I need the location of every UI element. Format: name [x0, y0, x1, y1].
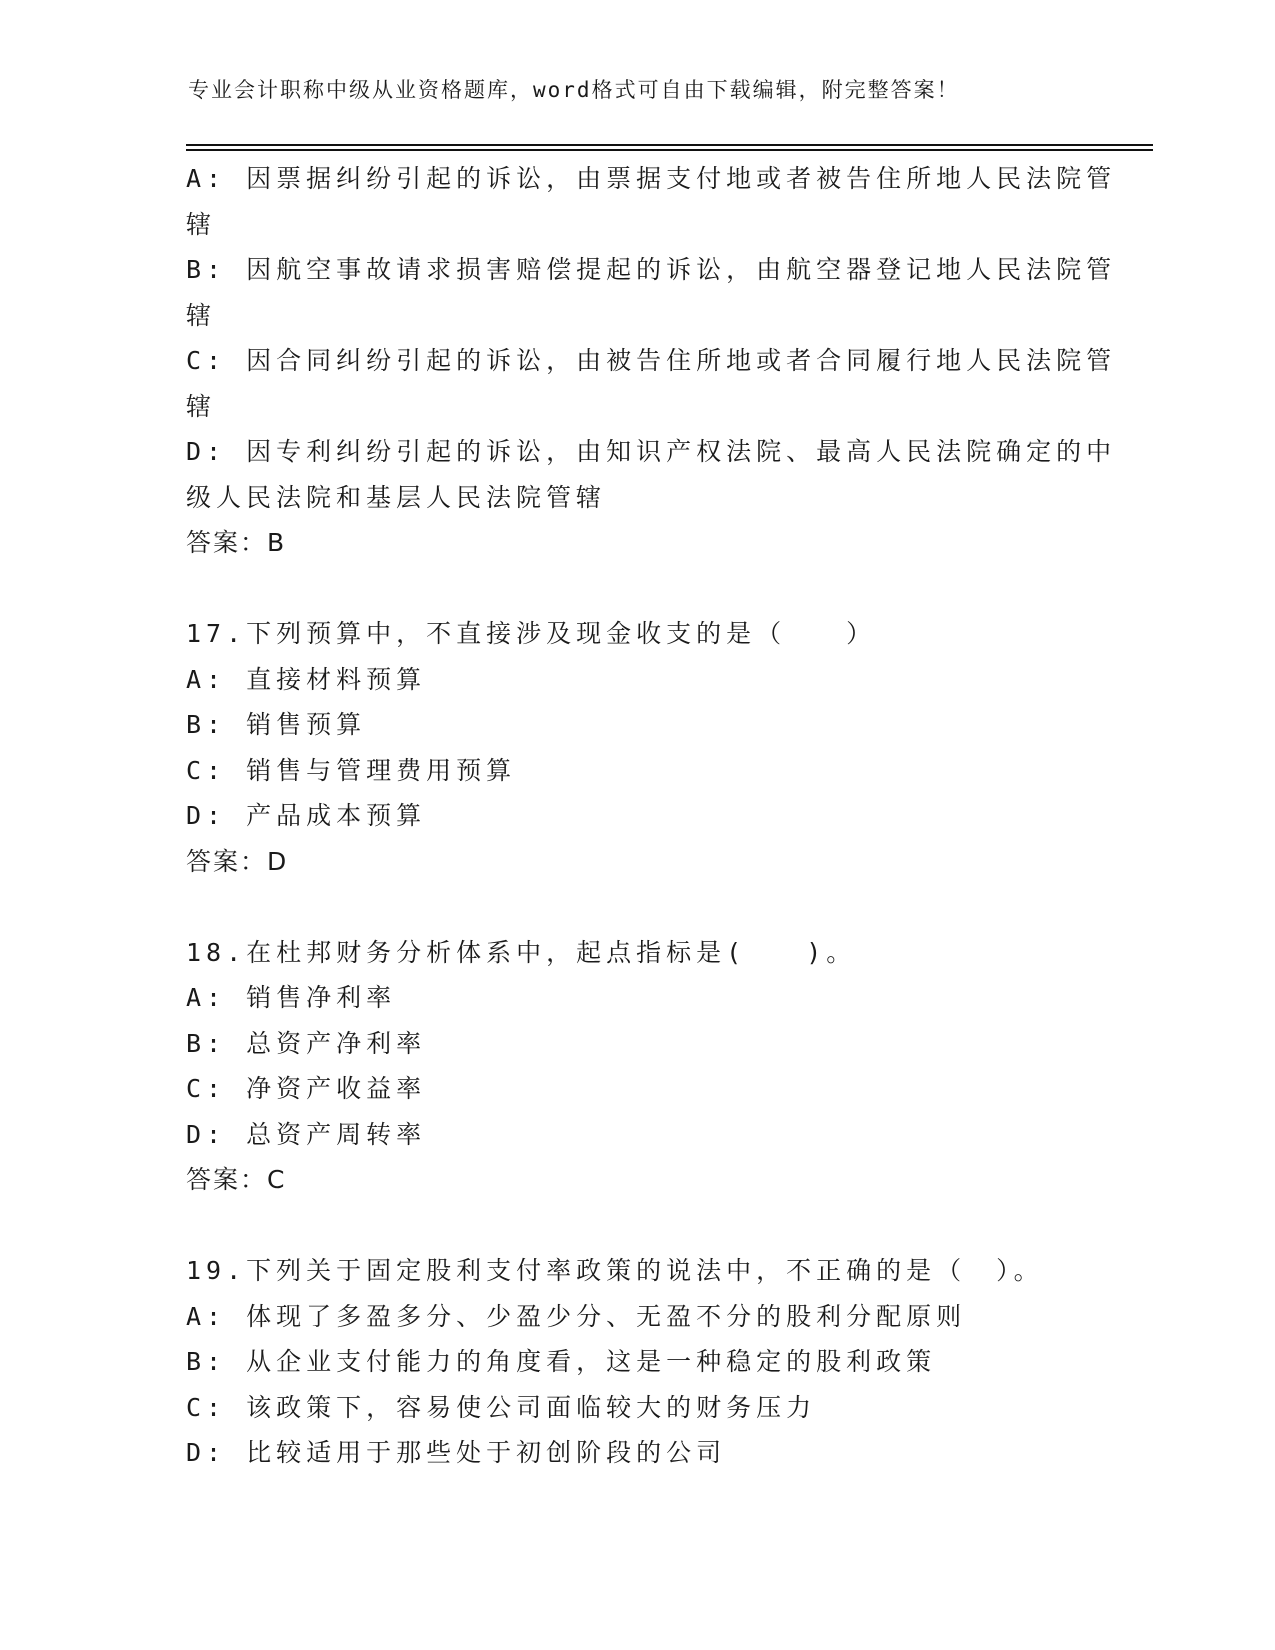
spacer — [186, 566, 1086, 612]
question-16-block — [186, 156, 1117, 566]
option-b: B: 销售预算 — [186, 710, 367, 739]
option-d: D: 比较适用于那些处于初创阶段的公司 — [186, 1438, 727, 1467]
option-b: B: 总资产净利率 — [186, 1028, 427, 1058]
option-a-line-2: 辖 — [186, 209, 217, 239]
answer-18: 答案：C — [186, 1165, 287, 1194]
page-header: 专业会计职称中级从业资格题库，word格式可自由下载编辑，附完整答案！ — [188, 78, 960, 102]
option-d: D: 产品成本预算 — [186, 801, 427, 830]
question-content — [186, 156, 1117, 1476]
option-a: A: 销售净利率 — [186, 983, 397, 1012]
question-17-block — [186, 611, 1086, 884]
option-a: A: 直接材料预算 — [186, 664, 427, 694]
header-rule-top — [186, 144, 1153, 146]
header-rule-bottom — [186, 149, 1153, 151]
option-c: C: 该政策下，容易使公司面临较大的财务压力 — [186, 1392, 817, 1422]
option-d-line-2: 级人民法院和基层人民法院管辖 — [186, 482, 607, 512]
spacer — [186, 1203, 1086, 1249]
option-b: B: 从企业支付能力的角度看，这是一种稳定的股利政策 — [186, 1347, 937, 1376]
question-19-block — [186, 1248, 1086, 1476]
option-d: D: 总资产周转率 — [186, 1119, 427, 1149]
option-b-line-2: 辖 — [186, 300, 217, 330]
answer-17: 答案：D — [186, 846, 289, 876]
option-b-line-1: B: 因航空事故请求损害赔偿提起的诉讼，由航空器登记地人民法院管 — [186, 255, 1117, 284]
option-a-line-1: A: 因票据纠纷引起的诉讼，由票据支付地或者被告住所地人民法院管 — [186, 164, 1117, 193]
question-18-text: 18.在杜邦财务分析体系中，起点指标是( )。 — [186, 937, 857, 967]
option-a: A: 体现了多盈多分、少盈少分、无盈不分的股利分配原则 — [186, 1301, 967, 1331]
option-c: C: 销售与管理费用预算 — [186, 755, 517, 785]
answer-16: 答案：B — [186, 528, 287, 557]
option-c-line-2: 辖 — [186, 391, 217, 421]
option-c: C: 净资产收益率 — [186, 1074, 427, 1103]
question-18-block — [186, 930, 1086, 1203]
option-c-line-1: C: 因合同纠纷引起的诉讼，由被告住所地或者合同履行地人民法院管 — [186, 346, 1117, 375]
option-d-line-1: D: 因专利纠纷引起的诉讼，由知识产权法院、最高人民法院确定的中 — [186, 437, 1117, 466]
question-19-text: 19.下列关于固定股利支付率政策的说法中，不正确的是（ ）。 — [186, 1256, 1044, 1285]
question-17-text: 17.下列预算中，不直接涉及现金收支的是（ ） — [186, 619, 877, 648]
spacer — [186, 884, 1086, 930]
